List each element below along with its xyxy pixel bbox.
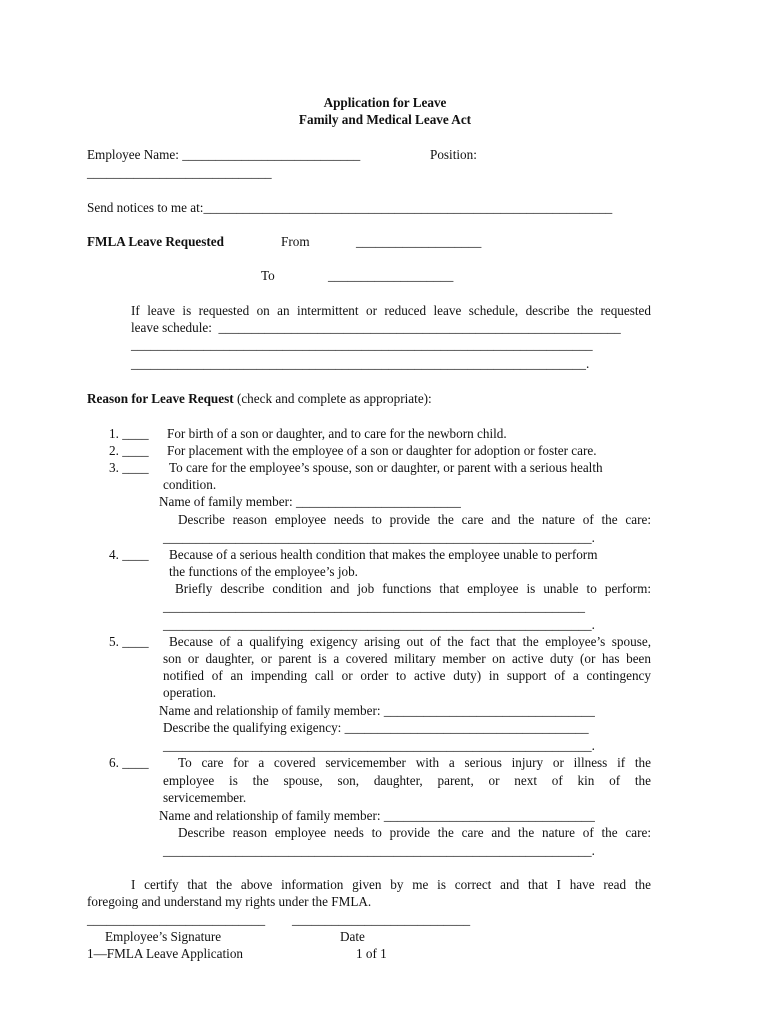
item-4-describe-field-2[interactable]: _________________________________________________________________.	[163, 617, 595, 632]
item-5-text-line-1: Because of a qualifying exigency arising out of the fact that the employee’s spouse,	[169, 634, 651, 649]
fmla-leave-requested-label: FMLA Leave Requested	[87, 234, 224, 249]
item-6-relationship-field[interactable]: Name and relationship of family member: ________________________________	[159, 808, 595, 823]
document-subtitle: Family and Medical Leave Act	[298, 112, 472, 127]
item-3-checkbox[interactable]: 3. ____	[109, 460, 149, 475]
item-6-text-line-3: servicemember.	[163, 790, 247, 805]
item-5-text-line-2: son or daughter, or parent is a covered military member on active duty (or has been	[163, 651, 651, 666]
item-5-relationship-field[interactable]: Name and relationship of family member: ________________________________	[159, 703, 595, 718]
reason-label: Reason for Leave Request	[87, 391, 234, 406]
footer-page-number: 1 of 1	[356, 946, 387, 961]
certify-line-1: I certify that the above information given by me is correct and that I have read the	[131, 877, 651, 892]
item-6-checkbox[interactable]: 6. ____	[109, 755, 149, 770]
item-3-family-member-field[interactable]: Name of family member: _________________________	[159, 494, 461, 509]
item-3-describe-label: Describe reason employee needs to provide the care and the nature of the care:	[178, 512, 651, 527]
document-title: Application for Leave	[323, 95, 447, 110]
item-3-text-line-2: condition.	[163, 477, 217, 492]
date-field[interactable]: ___________________________	[292, 912, 471, 927]
intermittent-instructions: If leave is requested on an intermittent or reduced leave schedule, describe the requested	[131, 303, 651, 318]
certify-line-2: foregoing and understand my rights under the FMLA.	[87, 894, 372, 909]
send-notices-field[interactable]: Send notices to me at:______________________________________________________________	[87, 200, 613, 215]
from-date-field[interactable]: ___________________	[356, 234, 482, 249]
item-4-describe-field-1[interactable]: ________________________________________________________________	[163, 599, 585, 614]
item-5-checkbox[interactable]: 5. ____	[109, 634, 149, 649]
leave-schedule-field[interactable]: leave schedule: _____________________________________________________________	[131, 320, 621, 335]
item-5-text-line-4: operation.	[163, 685, 217, 700]
item-6-text-line-1: To care for a covered servicemember with a serious injury or illness if the	[178, 755, 651, 770]
item-5-exigency-line-2[interactable]: _________________________________________________________________.	[163, 738, 595, 753]
reason-note: (check and complete as appropriate):	[233, 391, 432, 406]
item-4-text-line-2: the functions of the employee’s job.	[169, 564, 358, 579]
item-5-text-line-3: notified of an impending call or order to active duty) in support of a contingency	[163, 668, 651, 683]
employee-name-field[interactable]: Employee Name: ___________________________	[87, 147, 361, 162]
to-label: To	[261, 268, 275, 283]
item-6-describe-field[interactable]: _________________________________________________________________.	[163, 843, 595, 858]
item-4-checkbox[interactable]: 4. ____	[109, 547, 149, 562]
item-2-text: For placement with the employee of a son or daughter for adoption or foster care.	[167, 443, 597, 458]
signature-field[interactable]: ___________________________	[87, 912, 266, 927]
item-1-checkbox[interactable]: 1. ____	[109, 426, 149, 441]
leave-schedule-line-3[interactable]: _____________________________________________________________________.	[131, 356, 590, 371]
item-3-describe-field[interactable]: _________________________________________________________________.	[163, 530, 595, 545]
position-label: Position:	[430, 147, 477, 162]
to-date-field[interactable]: ___________________	[328, 268, 454, 283]
footer-document-name: 1—FMLA Leave Application	[87, 946, 244, 961]
item-4-text-line-1: Because of a serious health condition that makes the employee unable to perform	[169, 547, 598, 562]
item-3-text-line-1: To care for the employee’s spouse, son or daughter, or parent with a serious health	[169, 460, 603, 475]
reason-heading	[87, 390, 432, 407]
leave-schedule-line-2[interactable]: ______________________________________________________________________	[131, 337, 593, 352]
item-2-checkbox[interactable]: 2. ____	[109, 443, 149, 458]
from-label: From	[281, 234, 310, 249]
signature-label: Employee’s Signature	[105, 929, 222, 944]
item-1-text: For birth of a son or daughter, and to care for the newborn child.	[167, 426, 507, 441]
position-field[interactable]: ____________________________	[87, 165, 272, 180]
item-6-text-line-2: employee is the spouse, son, daughter, parent, or next of kin of the	[163, 773, 651, 788]
date-label: Date	[340, 929, 365, 944]
item-4-describe-label: Briefly describe condition and job functions that employee is unable to perform:	[175, 581, 651, 596]
item-5-exigency-field[interactable]: Describe the qualifying exigency: _____________________________________	[163, 720, 589, 735]
item-6-describe-label: Describe reason employee needs to provide the care and the nature of the care:	[178, 825, 651, 840]
